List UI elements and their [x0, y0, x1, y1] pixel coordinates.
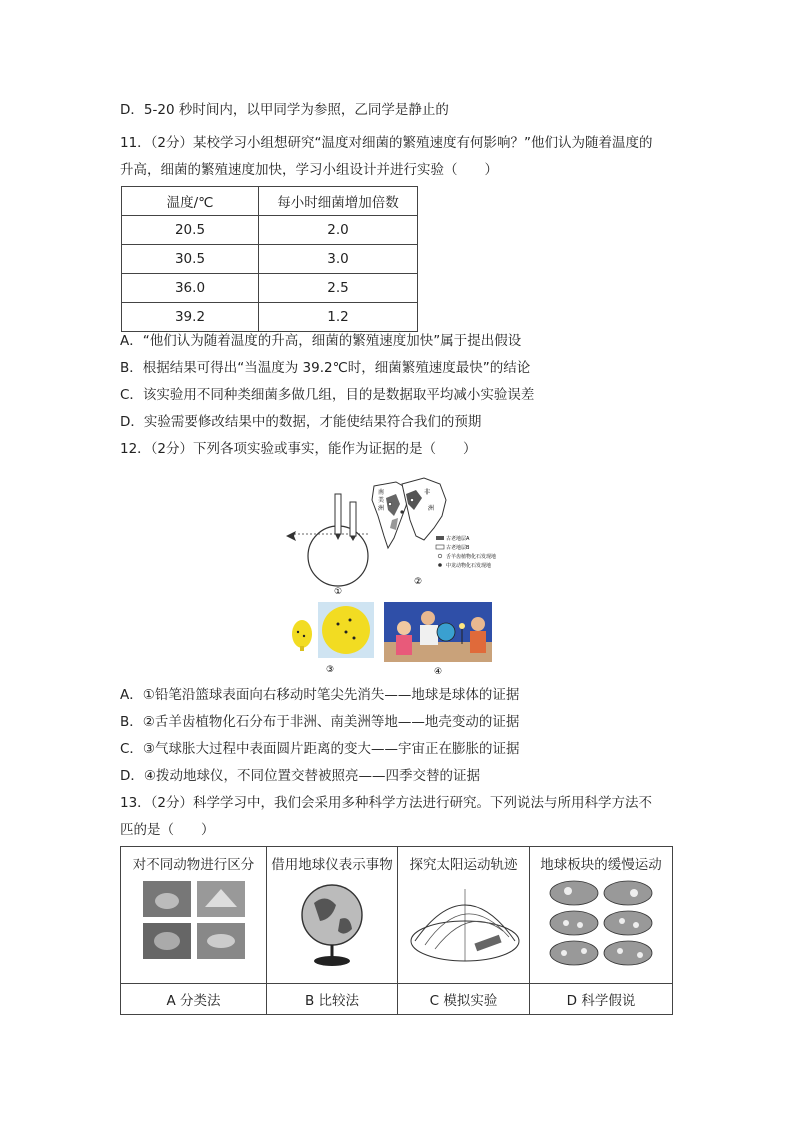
map-label-sa-1: 南	[378, 489, 385, 496]
table-header-multiplier: 每小时细菌增加倍数	[259, 187, 418, 216]
q11-data-table	[121, 186, 418, 332]
map-label-sa-2: 美	[378, 497, 385, 504]
figure-label-4: ④	[433, 667, 443, 677]
legend-swatch-a	[436, 536, 444, 540]
q13-header-d: 地球板块的缓慢运动	[540, 857, 662, 873]
q13-label-b: B 比较法	[267, 984, 398, 1015]
table-cell: 30.5	[122, 245, 259, 274]
q13-cell-a	[121, 847, 267, 984]
q11-option-c: C．该实验用不同种类细菌多做几组，目的是数据取平均减小实验误差	[120, 387, 535, 403]
q13-stem-line1: 13．（2分）科学学习中，我们会采用多种科学方法进行研究。下列说法与所用科学方法不	[120, 795, 653, 811]
q11-stem-line1: 11．（2分）某校学习小组想研究“温度对细菌的繁殖速度有何影响？”他们认为随着温度的	[120, 135, 653, 151]
table-cell: 20.5	[122, 216, 259, 245]
table-cell: 39.2	[122, 303, 259, 332]
q11-option-b: B．根据结果可得出“当温度为 39.2℃时，细菌繁殖速度最快”的结论	[120, 360, 531, 376]
table-cell: 36.0	[122, 274, 259, 303]
q12-option-b: B．②舌羊齿植物化石分布于非洲、南美洲等地——地壳变动的证据	[120, 714, 520, 730]
figure-label-2: ②	[413, 577, 423, 587]
q11-option-a: A．“他们认为随着温度的升高，细菌的繁殖速度加快”属于提出假设	[120, 333, 522, 349]
legend-item-animal: 中龙动物化石发现地	[446, 563, 492, 569]
legend-marker-animal	[438, 563, 442, 567]
animal-photos-image	[139, 879, 249, 967]
table-row	[122, 216, 418, 245]
q11-option-d: D．实验需要修改结果中的数据，才能使结果符合我们的预期	[120, 414, 482, 430]
figure-label-1: ①	[333, 587, 343, 596]
sun-path-model-image	[405, 879, 523, 969]
globe-lamp-scene-figure	[382, 602, 494, 678]
q13-header-b: 借用地球仪表示事物	[271, 857, 393, 873]
q13-label-d: D 科学假说	[530, 984, 673, 1015]
q10-option-d: D．5-20 秒时间内，以甲同学为参照，乙同学是静止的	[120, 102, 449, 118]
legend-item-b: 古老地层B	[446, 545, 470, 551]
table-cell: 2.0	[259, 216, 418, 245]
table-cell: 2.5	[259, 274, 418, 303]
q13-cell-d	[530, 847, 673, 984]
table-row	[121, 984, 673, 1015]
q13-label-a: A 分类法	[121, 984, 267, 1015]
legend-item-plant: 舌羊齿植物化石发现地	[446, 554, 497, 560]
continents-fossil-map-figure	[366, 476, 516, 588]
figure-label-3: ③	[325, 665, 335, 675]
plate-drift-maps-image	[544, 879, 658, 969]
q13-header-a: 对不同动物进行区分	[132, 857, 255, 873]
legend-item-a: 古老地层A	[446, 536, 470, 542]
q12-stem: 12．（2分）下列各项实验或事实，能作为证据的是（ ）	[120, 441, 477, 457]
table-cell: 3.0	[259, 245, 418, 274]
q13-label-c: C 模拟实验	[398, 984, 530, 1015]
legend-marker-plant	[438, 554, 442, 558]
table-header-row	[122, 187, 418, 216]
table-row	[122, 274, 418, 303]
table-cell: 1.2	[259, 303, 418, 332]
q13-header-c: 探究太阳运动轨迹	[409, 857, 518, 873]
q12-option-d: D．④拨动地球仪，不同位置交替被照亮——四季交替的证据	[120, 768, 480, 784]
globe-icon	[292, 879, 372, 971]
q13-cell-b	[267, 847, 398, 984]
q13-cell-c	[398, 847, 530, 984]
table-row	[121, 847, 673, 984]
table-header-temp: 温度/℃	[122, 187, 259, 216]
map-label-sa-3: 洲	[378, 505, 385, 512]
q13-methods-table	[120, 846, 673, 1015]
q12-option-a: A．①铅笔沿篮球表面向右移动时笔尖先消失——地球是球体的证据	[120, 687, 520, 703]
pencil-ball-figure	[280, 486, 370, 596]
table-row	[122, 245, 418, 274]
map-label-af-2: 洲	[428, 505, 435, 512]
map-label-af-1: 非	[424, 489, 431, 496]
legend-swatch-b	[436, 545, 444, 549]
q12-option-c: C．③气球胀大过程中表面圆片距离的变大——宇宙正在膨胀的证据	[120, 741, 520, 757]
balloon-expansion-figure	[288, 598, 384, 676]
q11-stem-line2: 升高，细菌的繁殖速度加快，学习小组设计并进行实验（ ）	[120, 162, 498, 178]
q13-stem-line2: 匹的是（ ）	[120, 822, 215, 838]
table-row	[122, 303, 418, 332]
